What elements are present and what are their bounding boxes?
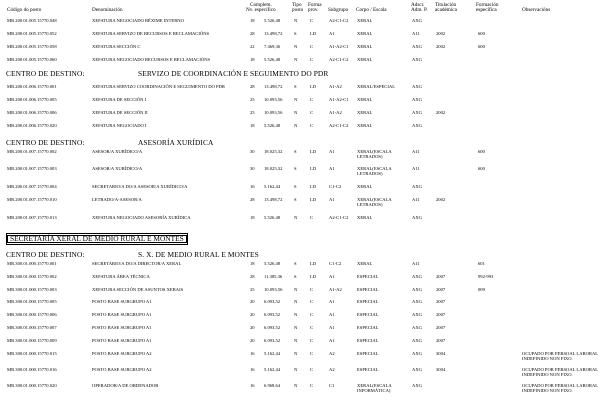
cell-subgrupo: A1-A2-C1 bbox=[329, 44, 349, 49]
section-header bbox=[6, 251, 606, 260]
cell-adscr: AXG bbox=[412, 97, 422, 102]
header-forma: Forma bbox=[308, 2, 322, 8]
cell-tipo: S bbox=[294, 184, 297, 189]
cell-corpo: XERAL bbox=[357, 110, 373, 115]
cell-especifico: 18.025,32 bbox=[264, 166, 283, 171]
cell-tipo: N bbox=[294, 44, 298, 49]
cell-subgrupo: A1-A2-C1 bbox=[329, 97, 349, 102]
cell-codigo: MR.200.01.007.15770.002 bbox=[7, 149, 57, 154]
cell-denominacion: XEFATURA SECCIÓN C bbox=[92, 44, 141, 49]
cell-nivel: 25 bbox=[250, 287, 255, 292]
cell-adscr: AXG bbox=[412, 44, 422, 49]
cell-adscr: AXG bbox=[412, 57, 422, 62]
cell-adscr: AXG bbox=[412, 123, 422, 128]
cell-nivel: 28 bbox=[250, 84, 255, 89]
cell-subgrupo: A1-A2 bbox=[329, 84, 342, 89]
cell-tipo: N bbox=[294, 367, 298, 372]
cell-titulacion: 2002 bbox=[436, 31, 446, 36]
section-label: CENTRO DE DESTINO: bbox=[6, 69, 85, 78]
header-adm: Adm. P. bbox=[411, 7, 428, 13]
cell-tipo: N bbox=[294, 97, 298, 102]
cell-denominacion: LETRADO/A-ASESOR/A bbox=[92, 197, 142, 202]
cell-adscr: A11 bbox=[412, 31, 420, 36]
cell-codigo: MR.200.01.006.15770.020 bbox=[7, 123, 57, 128]
cell-titulacion: 3004 bbox=[436, 367, 446, 372]
section-header bbox=[6, 70, 606, 79]
cell-nivel: 20 bbox=[250, 338, 255, 343]
cell-tipo: N bbox=[294, 287, 298, 292]
cell-titulacion: 2007 bbox=[436, 325, 446, 330]
section-name: ASESORÍA XURÍDICA bbox=[138, 138, 214, 147]
cell-corpo: XERAL bbox=[357, 215, 373, 220]
cell-adscr: AXG bbox=[412, 299, 422, 304]
cell-titulacion: 2007 bbox=[436, 338, 446, 343]
cell-tipo: N bbox=[294, 383, 298, 388]
cell-subgrupo: A1 bbox=[329, 166, 335, 171]
cell-forma: C bbox=[310, 123, 314, 128]
cell-nivel: 28 bbox=[250, 31, 255, 36]
cell-titulacion: 2002 bbox=[436, 197, 446, 202]
cell-especifico: 5.162,44 bbox=[264, 351, 281, 356]
header-especifica: específica bbox=[476, 7, 497, 13]
cell-nivel: 16 bbox=[250, 367, 255, 372]
cell-denominacion: POSTO BASE SUBGRUPO A2 bbox=[92, 367, 152, 372]
cell-nivel: 18 bbox=[250, 123, 255, 128]
header-prov: prov. bbox=[308, 7, 319, 13]
boxed-title-text: SECRETARÍA XERAL DE MEDIO RURAL E MONTES bbox=[10, 234, 184, 243]
cell-especifico: 5.526,48 bbox=[264, 261, 281, 266]
cell-codigo: MR.300.01.000.15770.003 bbox=[7, 287, 57, 292]
cell-especifico: 5.162,44 bbox=[264, 367, 281, 372]
header-adscr: Adscr. bbox=[411, 2, 425, 8]
cell-corpo: XERAL bbox=[357, 57, 373, 62]
cell-especifico: 11.385,36 bbox=[264, 274, 283, 279]
cell-forma: C bbox=[310, 312, 314, 317]
cell-especifico: 5.526,48 bbox=[264, 123, 281, 128]
cell-tipo: N bbox=[294, 123, 298, 128]
header-subgrupo: Subgrupo bbox=[328, 7, 349, 13]
cell-codigo: MR.200.01.006.15770.001 bbox=[7, 84, 57, 89]
cell-adscr: AXG bbox=[412, 184, 422, 189]
cell-formacion: 600 bbox=[478, 31, 485, 36]
cell-nivel: 30 bbox=[250, 166, 255, 171]
cell-subgrupo: A2-C1-C2 bbox=[329, 123, 349, 128]
cell-codigo: MR.200.01.005.15770.052 bbox=[7, 31, 57, 36]
cell-denominacion: POSTO BASE SUBGRUPO A2 bbox=[92, 351, 152, 356]
section-name: SERVIZO DE COORDINACIÓN E SEGUIMENTO DO PDR bbox=[138, 69, 329, 78]
cell-subgrupo: A2 bbox=[329, 351, 335, 356]
cell-especifico: 18.025,32 bbox=[264, 149, 283, 154]
cell-tipo: N bbox=[294, 312, 298, 317]
cell-forma: C bbox=[310, 351, 314, 356]
cell-forma: C bbox=[310, 97, 314, 102]
cell-denominacion: SECRETARIO/A DO/A ASESOR/A XURÍDICO/A bbox=[92, 184, 188, 189]
cell-denominacion: XEFATURA DE SECCIÓN I bbox=[92, 97, 147, 102]
cell-adscr: AXG bbox=[412, 338, 422, 343]
cell-adscr: A11 bbox=[412, 149, 420, 154]
cell-tipo: N bbox=[294, 57, 298, 62]
cell-nivel: 18 bbox=[250, 18, 255, 23]
cell-denominacion: XEFATURA NEGOCIADO ASESORÍA XURÍDICA bbox=[92, 215, 191, 220]
section-label: CENTRO DE DESTINO: bbox=[6, 250, 85, 259]
cell-forma: LD bbox=[310, 184, 317, 189]
cell-subgrupo: A2 bbox=[329, 367, 335, 372]
cell-codigo: MR.300.01.000.15770.006 bbox=[7, 312, 57, 317]
cell-titulacion: 2002 bbox=[436, 110, 446, 115]
cell-subgrupo: A1 bbox=[329, 325, 335, 330]
cell-nivel: 28 bbox=[250, 274, 255, 279]
cell-nivel: 20 bbox=[250, 325, 255, 330]
cell-especifico: 6.093,52 bbox=[264, 338, 281, 343]
cell-corpo: XERAL(ESCALA LETRADOS) bbox=[357, 149, 392, 159]
cell-forma: C bbox=[310, 215, 314, 220]
cell-adscr: AXG bbox=[412, 215, 422, 220]
cell-especifico: 6.093,52 bbox=[264, 312, 281, 317]
cell-forma: LD bbox=[310, 84, 317, 89]
cell-corpo: XERAL(ESCALA LETRADOS) bbox=[357, 197, 392, 207]
cell-denominacion: OPERADOR/A DE ORDENADOR bbox=[92, 383, 159, 388]
cell-denominacion: XEFATURA NEGOCIADO RECURSOS E RECLAMACIÓNS bbox=[92, 57, 211, 62]
cell-adscr: A11 bbox=[412, 166, 420, 171]
cell-denominacion: POSTO BASE SUBGRUPO A1 bbox=[92, 325, 152, 330]
cell-codigo: MR.200.01.007.15770.010 bbox=[7, 197, 57, 202]
cell-especifico: 13.498,72 bbox=[264, 197, 283, 202]
cell-corpo: ESPECIAL bbox=[357, 274, 379, 279]
cell-corpo: XERAL bbox=[357, 97, 373, 102]
section-label: CENTRO DE DESTINO: bbox=[6, 138, 85, 147]
cell-forma: C bbox=[310, 110, 314, 115]
cell-adscr: AXG bbox=[412, 110, 422, 115]
cell-corpo: ESPECIAL bbox=[357, 299, 379, 304]
cell-titulacion: 2002 bbox=[436, 44, 446, 49]
cell-denominacion: POSTO BASE SUBGRUPO A1 bbox=[92, 312, 152, 317]
cell-tipo: S bbox=[294, 149, 297, 154]
cell-denominacion: POSTO BASE SUBGRUPO A1 bbox=[92, 338, 152, 343]
cell-observacions: OCUPADO POR PERSOAL LABORAL INDEFINIDO NON FIXO. bbox=[522, 351, 598, 361]
cell-forma: LD bbox=[310, 31, 317, 36]
cell-adscr: AXG bbox=[412, 84, 422, 89]
cell-subgrupo: A1 bbox=[329, 312, 335, 317]
cell-adscr: AXG bbox=[412, 383, 422, 388]
section-name: S. X. DE MEDIO RURAL E MONTES bbox=[138, 250, 259, 259]
cell-codigo: MR.300.01.000.15770.002 bbox=[7, 274, 57, 279]
cell-forma: LD bbox=[310, 261, 317, 266]
cell-forma: C bbox=[310, 299, 314, 304]
cell-nivel: 20 bbox=[250, 299, 255, 304]
cell-adscr: A11 bbox=[412, 197, 420, 202]
cell-formacion: 600 bbox=[478, 44, 485, 49]
cell-denominacion: XEFATURA DE SECCIÓN II bbox=[92, 110, 148, 115]
cell-corpo: ESPECIAL bbox=[357, 351, 379, 356]
cell-corpo: XERAL bbox=[357, 31, 373, 36]
cell-forma: LD bbox=[310, 197, 317, 202]
cell-subgrupo: A1 bbox=[329, 31, 335, 36]
cell-denominacion: XEFATURA ÁREA TÉCNICA bbox=[92, 274, 150, 279]
cell-tipo: N bbox=[294, 18, 298, 23]
cell-corpo: XERAL(ESCALA INFORMÁTICA) bbox=[357, 383, 392, 393]
cell-forma: LD bbox=[310, 274, 317, 279]
cell-codigo: MR.200.01.006.15770.005 bbox=[7, 97, 57, 102]
cell-corpo: ESPECIAL bbox=[357, 367, 379, 372]
cell-subgrupo: C1-C2 bbox=[329, 261, 342, 266]
cell-denominacion: XEFATURA SECCIÓN DE ASUNTOS XERAIS bbox=[92, 287, 184, 292]
cell-codigo: MR.300.01.000.15770.007 bbox=[7, 325, 57, 330]
cell-especifico: 5.526,48 bbox=[264, 57, 281, 62]
cell-denominacion: ASESOR/A XURÍDICO/A bbox=[92, 149, 143, 154]
cell-subgrupo: A1 bbox=[329, 197, 335, 202]
header-denominacion: Denominación bbox=[92, 7, 123, 13]
cell-corpo: XERAL bbox=[357, 44, 373, 49]
cell-corpo: XERAL bbox=[357, 261, 373, 266]
cell-tipo: N bbox=[294, 351, 298, 356]
cell-nivel: 28 bbox=[250, 197, 255, 202]
cell-tipo: S bbox=[294, 166, 297, 171]
cell-tipo: N bbox=[294, 215, 298, 220]
cell-codigo: MR.200.01.005.15770.060 bbox=[7, 57, 57, 62]
cell-especifico: 5.526,48 bbox=[264, 215, 281, 220]
cell-adscr: AXG bbox=[412, 351, 422, 356]
cell-denominacion: POSTO BASE SUBGRUPO A1 bbox=[92, 299, 152, 304]
cell-observacions: OCUPADO POR PERSOAL LABORAL INDEFINIDO NON FIXO. bbox=[522, 383, 598, 393]
cell-adscr: AXG bbox=[412, 274, 422, 279]
cell-codigo: MR.300.01.000.15770.009 bbox=[7, 338, 57, 343]
cell-subgrupo: C1-C2 bbox=[329, 184, 342, 189]
cell-tipo: N bbox=[294, 325, 298, 330]
cell-codigo: MR.300.01.000.15770.005 bbox=[7, 299, 57, 304]
cell-tipo: S bbox=[294, 31, 297, 36]
cell-especifico: 10.093,56 bbox=[264, 287, 283, 292]
cell-especifico: 6.093,52 bbox=[264, 299, 281, 304]
cell-subgrupo: A1-A2 bbox=[329, 287, 342, 292]
cell-especifico: 10.093,56 bbox=[264, 97, 283, 102]
cell-corpo: XERAL bbox=[357, 18, 373, 23]
cell-denominacion: XEFATURA SERVIZO COORDINACIÓN E SEGUIMENTO DO PDR bbox=[92, 84, 225, 89]
cell-denominacion: XEFATURA SERVIZO DE RECURSOS E RECLAMACIÓNS bbox=[92, 31, 210, 36]
cell-forma: C bbox=[310, 325, 314, 330]
cell-especifico: 5.162,44 bbox=[264, 184, 281, 189]
cell-adscr: AXG bbox=[412, 287, 422, 292]
section-header bbox=[6, 139, 606, 148]
cell-codigo: MR.300.01.000.15770.016 bbox=[7, 367, 57, 372]
cell-subgrupo: A2-C1-C2 bbox=[329, 215, 349, 220]
cell-subgrupo: A1 bbox=[329, 274, 335, 279]
cell-subgrupo: C1 bbox=[329, 383, 335, 388]
cell-corpo: XERAL bbox=[357, 184, 373, 189]
cell-adscr: AXG bbox=[412, 312, 422, 317]
header-codigo: Código do posto bbox=[7, 7, 42, 13]
header-titulacion: Titulación bbox=[435, 2, 457, 8]
header-posto: posto bbox=[292, 7, 304, 13]
cell-forma: C bbox=[310, 44, 314, 49]
cell-especifico: 10.093,56 bbox=[264, 110, 283, 115]
cell-corpo: XERAL(ESCALA LETRADOS) bbox=[357, 166, 392, 176]
cell-especifico: 7.469,36 bbox=[264, 44, 281, 49]
cell-subgrupo: A1-A2 bbox=[329, 110, 342, 115]
cell-formacion: 600 bbox=[478, 149, 485, 154]
cell-corpo: ESPECIAL bbox=[357, 312, 379, 317]
cell-denominacion: XEFATURA NEGOCIADO I bbox=[92, 123, 147, 128]
cell-tipo: S bbox=[294, 84, 297, 89]
cell-codigo: MR.200.01.005.15770.048 bbox=[7, 18, 57, 23]
cell-nivel: 16 bbox=[250, 184, 255, 189]
cell-subgrupo: A2-C1-C2 bbox=[329, 57, 349, 62]
cell-adscr: AXG bbox=[412, 367, 422, 372]
cell-subgrupo: A1 bbox=[329, 299, 335, 304]
header-especifico: Nv. específico bbox=[246, 7, 276, 13]
cell-codigo: MR.200.01.006.15770.006 bbox=[7, 110, 57, 115]
cell-nivel: 18 bbox=[250, 261, 255, 266]
cell-nivel: 22 bbox=[250, 44, 255, 49]
cell-tipo: S bbox=[294, 274, 297, 279]
cell-denominacion: ASESOR/A XURÍDICO/A bbox=[92, 166, 143, 171]
cell-codigo: MR.300.01.000.15770.001 bbox=[7, 261, 57, 266]
cell-corpo: ESPECIAL bbox=[357, 287, 379, 292]
cell-nivel: 18 bbox=[250, 215, 255, 220]
cell-forma: C bbox=[310, 367, 314, 372]
header-observacions: Observacións bbox=[522, 7, 551, 13]
cell-nivel: 30 bbox=[250, 149, 255, 154]
cell-subgrupo: A2-C1-C2 bbox=[329, 18, 349, 23]
cell-forma: LD bbox=[310, 149, 317, 154]
cell-denominacion: XEFATURA NEGOCIADO RÉXIME INTERNO bbox=[92, 18, 184, 23]
cell-tipo: S bbox=[294, 261, 297, 266]
cell-formacion: 992-993 bbox=[478, 274, 494, 279]
cell-observacions: OCUPADO POR PERSOAL LABORAL INDEFINIDO NON FIXO. bbox=[522, 367, 598, 377]
cell-especifico: 6.968,64 bbox=[264, 383, 281, 388]
cell-titulacion: 2007 bbox=[436, 312, 446, 317]
cell-corpo: ESPECIAL bbox=[357, 338, 379, 343]
cell-codigo: MR.200.01.007.15770.004 bbox=[7, 184, 57, 189]
cell-formacion: 600 bbox=[478, 166, 485, 171]
cell-nivel: 20 bbox=[250, 312, 255, 317]
cell-nivel: 16 bbox=[250, 383, 255, 388]
cell-codigo: MR.300.01.000.15770.020 bbox=[7, 383, 57, 388]
cell-tipo: N bbox=[294, 110, 298, 115]
cell-nivel: 16 bbox=[250, 351, 255, 356]
cell-tipo: N bbox=[294, 338, 298, 343]
cell-corpo: ESPECIAL bbox=[357, 325, 379, 330]
cell-especifico: 13.498,72 bbox=[264, 84, 283, 89]
header-formacion: Formación bbox=[476, 2, 499, 8]
cell-especifico: 13.498,72 bbox=[264, 31, 283, 36]
cell-codigo: MR.300.01.000.15770.015 bbox=[7, 351, 57, 356]
header-tipo: Tipo bbox=[292, 2, 302, 8]
cell-subgrupo: A1 bbox=[329, 149, 335, 154]
header-complem: Complem. bbox=[250, 2, 272, 8]
cell-adscr: A11 bbox=[412, 261, 420, 266]
cell-nivel: 25 bbox=[250, 110, 255, 115]
cell-formacion: 009 bbox=[478, 287, 485, 292]
cell-forma: C bbox=[310, 383, 314, 388]
cell-corpo: XERAL bbox=[357, 123, 373, 128]
cell-tipo: S bbox=[294, 197, 297, 202]
cell-forma: LD bbox=[310, 166, 317, 171]
cell-forma: C bbox=[310, 287, 314, 292]
header-corpo: Corpo / Escala bbox=[356, 7, 387, 13]
cell-codigo: MR.200.01.007.15770.013 bbox=[7, 215, 57, 220]
cell-titulacion: 2007 bbox=[436, 299, 446, 304]
cell-forma: C bbox=[310, 338, 314, 343]
cell-especifico: 6.093,52 bbox=[264, 325, 281, 330]
cell-titulacion: 2007 bbox=[436, 274, 446, 279]
cell-denominacion: SECRETARIO/A DO/A DIRECTOR/A XERAL bbox=[92, 261, 182, 266]
cell-nivel: 25 bbox=[250, 97, 255, 102]
cell-corpo: XERAL/ESPECIAL bbox=[357, 84, 396, 89]
cell-titulacion: 3004 bbox=[436, 351, 446, 356]
cell-titulacion: 2007 bbox=[436, 287, 446, 292]
header-academica: académica bbox=[435, 7, 457, 13]
cell-tipo: N bbox=[294, 299, 298, 304]
cell-subgrupo: A1 bbox=[329, 338, 335, 343]
cell-forma: C bbox=[310, 57, 314, 62]
cell-especifico: 5.526,48 bbox=[264, 18, 281, 23]
cell-formacion: 601 bbox=[478, 261, 485, 266]
cell-forma: C bbox=[310, 18, 314, 23]
cell-codigo: MR.200.01.005.15770.058 bbox=[7, 44, 57, 49]
boxed-title bbox=[6, 233, 188, 245]
cell-adscr: AXG bbox=[412, 18, 422, 23]
cell-codigo: MR.200.01.007.15770.003 bbox=[7, 166, 57, 171]
cell-adscr: AXG bbox=[412, 325, 422, 330]
cell-nivel: 18 bbox=[250, 57, 255, 62]
